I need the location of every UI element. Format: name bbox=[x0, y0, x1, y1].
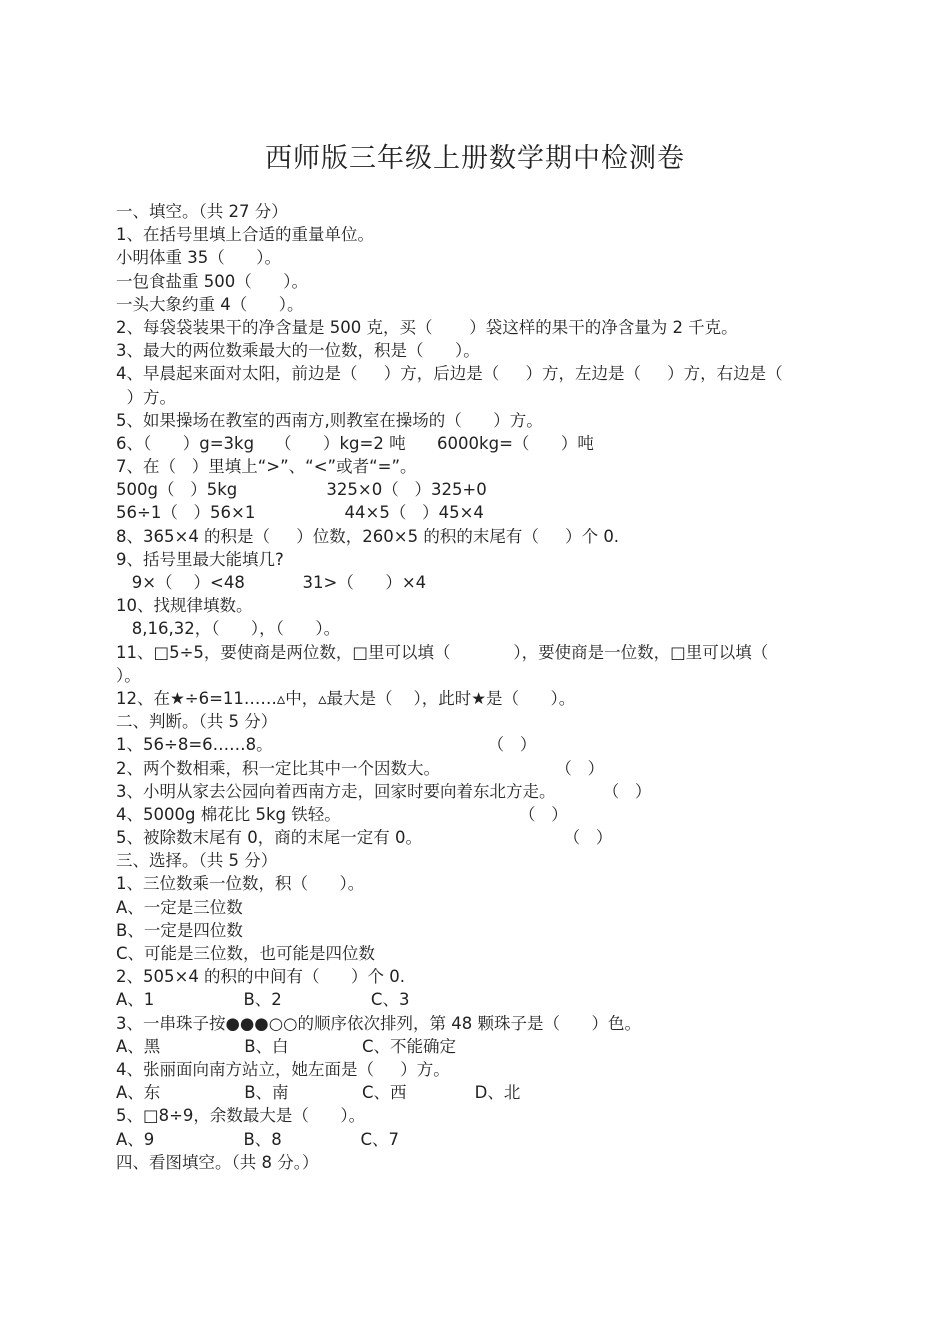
question-line: 2、505×4 的积的中间有（ ）个 0. bbox=[116, 967, 406, 987]
option-line: C、可能是三位数，也可能是四位数 bbox=[116, 944, 376, 963]
question-line: 1、56÷8=6……8。 （ ） bbox=[116, 735, 537, 755]
page-title: 西师版三年级上册数学期中检测卷 bbox=[265, 143, 685, 174]
option-line: A、9 B、8 C、7 bbox=[116, 1129, 399, 1149]
question-line: 5、被除数末尾有 0，商的末尾一定有 0。 （ ） bbox=[116, 828, 613, 848]
question-line: 8,16,32，（ ），（ ）。 bbox=[116, 619, 341, 639]
question-line: 11、□5÷5，要使商是两位数，□里可以填（ ），要使商是一位数，□里可以填（ bbox=[116, 642, 769, 662]
question-line: 1、在括号里填上合适的重量单位。 bbox=[116, 225, 374, 245]
question-line: 3、一串珠子按●●●○○的顺序依次排列，第 48 颗珠子是（ ）色。 bbox=[116, 1013, 641, 1033]
exam-content bbox=[116, 200, 846, 1174]
question-line: 56÷1（ ）56×1 44×5（ ）45×4 bbox=[116, 503, 484, 523]
question-line: 9、括号里最大能填几? bbox=[116, 549, 284, 569]
question-line: 10、找规律填数。 bbox=[116, 596, 253, 616]
section-heading-choice: 三、选择。（共 5 分） bbox=[116, 851, 278, 871]
question-line: 2、两个数相乘，积一定比其中一个因数大。 （ ） bbox=[116, 758, 605, 778]
question-line: 2、每袋袋装果干的净含量是 500 克，买（ ）袋这样的果干的净含量为 2 千克。 bbox=[116, 317, 738, 337]
question-line: 3、小明从家去公园向着西南方走，回家时要向着东北方走。 （ ） bbox=[116, 781, 652, 801]
section-heading-judge: 二、判断。（共 5 分） bbox=[116, 712, 278, 732]
section-heading-figure: 四、看图填空。（共 8 分。） bbox=[116, 1152, 319, 1172]
question-line: 9×（ ）<48 31>（ ）×4 bbox=[116, 573, 427, 592]
question-line: 3、最大的两位数乘最大的一位数，积是（ ）。 bbox=[116, 341, 480, 361]
option-line: A、东 B、南 C、西 D、北 bbox=[116, 1083, 521, 1103]
option-line: A、一定是三位数 bbox=[116, 897, 243, 917]
question-line: 一头大象约重 4（ ）。 bbox=[116, 294, 304, 314]
question-line: 一包食盐重 500（ ）。 bbox=[116, 271, 308, 291]
question-line: 小明体重 35（ ）。 bbox=[116, 248, 281, 268]
question-line: ）方。 bbox=[116, 387, 176, 407]
question-line: 7、在（ ）里填上“>”、“<”或者“=”。 bbox=[116, 457, 417, 477]
question-line: 4、5000g 棉花比 5kg 铁轻。 （ ） bbox=[116, 804, 568, 824]
question-line: 5、如果操场在教室的西南方,则教室在操场的（ ）方。 bbox=[116, 410, 543, 430]
option-line: B、一定是四位数 bbox=[116, 920, 243, 940]
question-line: ）。 bbox=[116, 665, 141, 685]
option-line: A、1 B、2 C、3 bbox=[116, 990, 410, 1010]
section-heading-fill: 一、填空。（共 27 分） bbox=[116, 202, 288, 221]
question-line: 500g（ ）5kg 325×0（ ）325+0 bbox=[116, 480, 487, 500]
option-line: A、黑 B、白 C、不能确定 bbox=[116, 1036, 456, 1056]
question-line: 1、三位数乘一位数，积（ ）。 bbox=[116, 874, 365, 894]
question-line: 4、早晨起来面对太阳，前边是（ ）方，后边是（ ）方，左边是（ ）方，右边是（ bbox=[116, 364, 783, 384]
question-line: 6、（ ）g=3kg （ ）kg=2 吨 6000kg=（ ）吨 bbox=[116, 433, 594, 453]
question-line: 4、张丽面向南方站立，她左面是（ ）方。 bbox=[116, 1059, 450, 1079]
question-line: 8、365×4 的积是（ ）位数，260×5 的积的末尾有（ ）个 0. bbox=[116, 526, 620, 546]
question-line: 12、在★÷6=11……▵中，▵最大是（ ），此时★是（ ）。 bbox=[116, 688, 576, 708]
question-line: 5、□8÷9，余数最大是（ ）。 bbox=[116, 1106, 366, 1126]
